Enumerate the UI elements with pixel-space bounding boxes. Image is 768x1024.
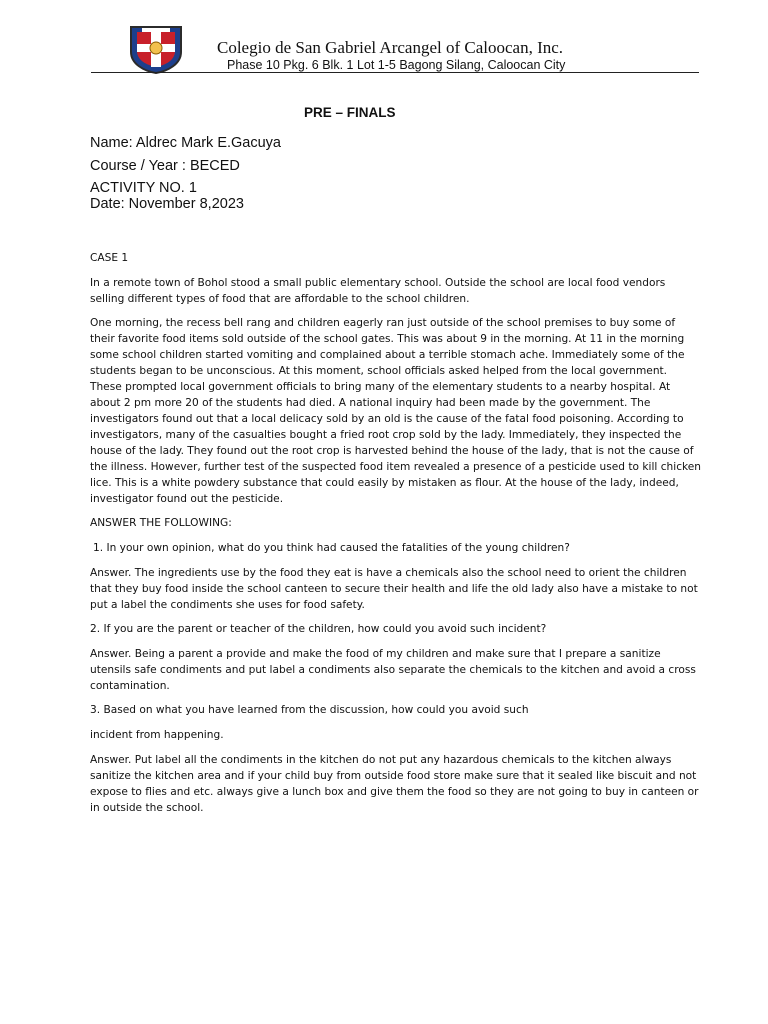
instructions-heading: ANSWER THE FOLLOWING: — [90, 517, 232, 529]
case-paragraph-2: One morning, the recess bell rang and children eagerly ran just outside of the school premises to buy some of their favorite food items sold outside of the school gates. This was about 9 in the morning. At 11 in the morning some school children started vomiting and complained about a terrible stomach ache. Immediately some of the students began to be unconscious. At this moment, school officials asked helped from the local government. These prompted local government officials to bring many of the elementary students to a nearby hospital. At about 2 pm more 20 of the students had died. A national inquiry had been made by the government. The investigators found out that a local delicacy sold by an old is the cause of the fatal food poisoning. According to investigators, many of the casualties bought a fried root crop sold by the lady. Immediately, they inspected the house of the lady. They found out the root crop is harvested behind the house of the lady, that is not the cause of the illness. However, further test of the suspected food item revealed a presence of a pesticide used to kill chicken lice. This is a white powdery substance that could easily by mistaken as flour. At the house of the lady, indeed, investigator found out the pesticide. — [90, 317, 702, 505]
school-crest-logo — [128, 24, 184, 74]
activity-number: ACTIVITY NO. 1 — [90, 180, 197, 196]
student-name: Name: Aldrec Mark E.Gacuya — [90, 135, 281, 151]
answer-1: Answer. The ingredients use by the food they eat is have a chemicals also the school need to orient the children that they buy food inside the school canteen to secure their health and life the old lady also have a mistake to not put a label the condiments she uses for food safety. — [90, 567, 698, 611]
question-3-line-1: 3. Based on what you have learned from the discussion, how could you avoid such — [90, 704, 529, 716]
school-address: Phase 10 Pkg. 6 Blk. 1 Lot 1-5 Bagong Silang, Caloocan City — [227, 58, 566, 72]
course-year: Course / Year : BECED — [90, 158, 240, 174]
case-heading: CASE 1 — [90, 252, 129, 264]
question-3-line-2: incident from happening. — [90, 729, 224, 741]
question-2: 2. If you are the parent or teacher of the children, how could you avoid such incident? — [90, 623, 547, 635]
answer-2: Answer. Being a parent a provide and make the food of my children and make sure that I prepare a sanitize utensils safe condiments and put label a condiments also separate the chemicals to the kitchen and avoid a cross contamination. — [90, 648, 696, 692]
header-divider — [91, 72, 699, 73]
document-date: Date: November 8,2023 — [90, 196, 244, 212]
document-title: PRE – FINALS — [304, 105, 396, 120]
question-1: 1. In your own opinion, what do you think had caused the fatalities of the young children? — [93, 542, 570, 554]
case-paragraph-1: In a remote town of Bohol stood a small public elementary school. Outside the school are local food vendors selling different types of food that are affordable to the school children. — [90, 277, 666, 305]
document-body — [90, 250, 702, 824]
answer-3: Answer. Put label all the condiments in the kitchen do not put any hazardous chemicals to the kitchen always sanitize the kitchen area and if your child buy from outside food store make sure that it sealed like biscuit and not expose to flies and etc. always give a lunch box and give them the food so they are not going to buy in canteen or in outside the school. — [90, 754, 699, 814]
school-name: Colegio de San Gabriel Arcangel of Caloocan, Inc. — [217, 38, 564, 57]
